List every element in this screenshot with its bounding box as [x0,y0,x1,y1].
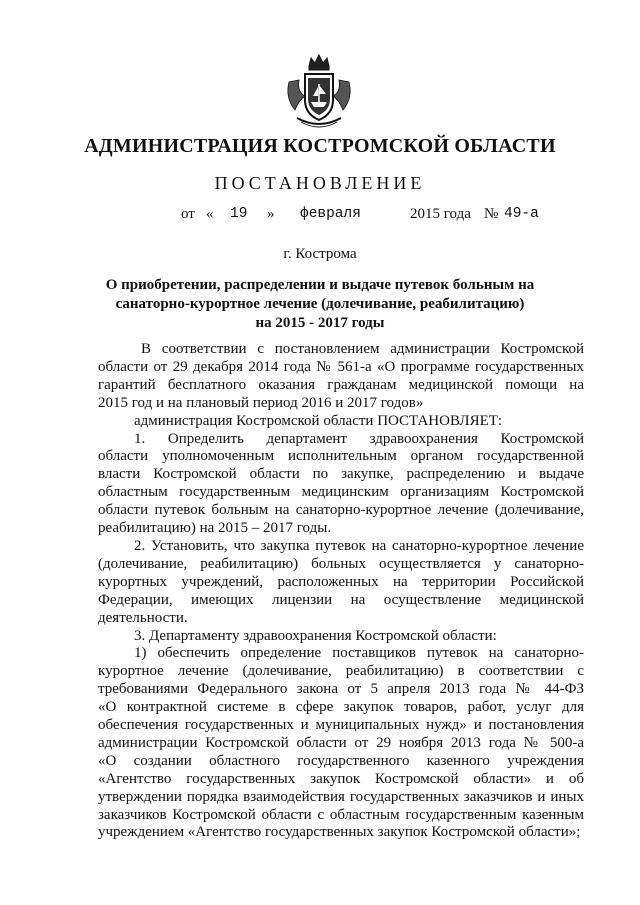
body-line: Федерации, имеющих лицензии на осуществление медицинской [98,591,584,608]
body-line: обеспечения государственных и муниципальных нужд» и постановления [98,717,584,734]
body-line: «Агентство государственных закупок Костромской области» и об [98,770,584,787]
body-line: власти Костромской области по закупке, распределению и выдаче [98,466,584,483]
title-line: на 2015 - 2017 годы [255,315,385,331]
document-number-sign: № [484,206,499,222]
city-name: г. Кострома [283,246,357,262]
document-title [90,276,550,333]
date-day: 19 [230,206,248,222]
body-line: 3. Департаменту здравоохранения Костромской области: [134,627,497,644]
body-line: 2015 год и на плановый период 2016 и 2017 годов» [98,394,424,411]
title-line: О приобретении, распределении и выдаче путевок больным на [105,277,535,293]
document-type: ПОСТАНОВЛЕНИЕ [214,173,426,193]
title-line: санаторно-курортное лечение (долечивание, реабилитацию) [115,296,525,312]
body-line: курортное лечение (долечивание, реабилитацию) в соответствии с [98,663,584,680]
body-line: гарантий бесплатного оказания гражданам медицинской помощи на [98,376,584,393]
body-line: В соответствии с постановлением администрации Костромской [141,341,584,357]
body-line: заказчиков Костромской области с областным государственным казенным [98,806,584,823]
body-line: области путевок больным на санаторно-курортное лечение (долечивание, [98,502,584,519]
date-open-quote: « [206,206,214,222]
date-prefix: от [181,206,195,222]
body-line: требованиями Федерального закона от 5 апреля 2013 года № 44-ФЗ [98,681,584,698]
date-month: февраля [300,206,361,222]
body-line: «О контрактной системе в сфере закупок товаров, работ, услуг для [98,699,584,716]
body-line: 2. Установить, что закупка путевок на санаторно-курортное лечение [134,537,584,554]
body-line: администрации Костромской области от 29 ноября 2013 года № 500-а [98,734,584,751]
body-line: области уполномоченным исполнительным органом государственной [98,448,584,465]
body-line: 1) обеспечить определение поставщиков путевок на санаторно- [134,645,584,662]
body-line: 1. Определить департамент здравоохранения Костромской [134,430,584,447]
date-year: 2015 года [410,206,471,222]
body-line: области от 29 декабря 2014 года № 561-а «О программе государственных [98,358,584,375]
date-close-quote: » [267,206,275,222]
body-line: деятельности. [98,609,188,626]
body-line: «О создании областного государственного казенного учреждения [98,752,584,769]
body-line: администрация Костромской области ПОСТАНОВЛЯЕТ: [134,412,503,429]
authority-title: АДМИНИСТРАЦИЯ КОСТРОМСКОЙ ОБЛАСТИ [84,135,556,157]
coat-of-arms-icon [279,52,359,132]
body-line: областным государственным медицинским организациям Костромской [98,484,584,501]
body-line: курортных учреждений, расположенных на территории Российской [98,573,584,590]
body-line: реабилитацию) на 2015 – 2017 годы. [98,520,332,537]
body-line: учреждением «Агентство государственных закупок Костромской области»; [98,824,581,841]
body-line: (долечивание, реабилитацию) больных осуществляется у санаторно- [98,555,584,572]
document-number: 49-а [504,206,539,222]
document-body [98,341,584,842]
body-line: утверждении порядка взаимодействия государственных заказчиков и иных [98,788,584,805]
